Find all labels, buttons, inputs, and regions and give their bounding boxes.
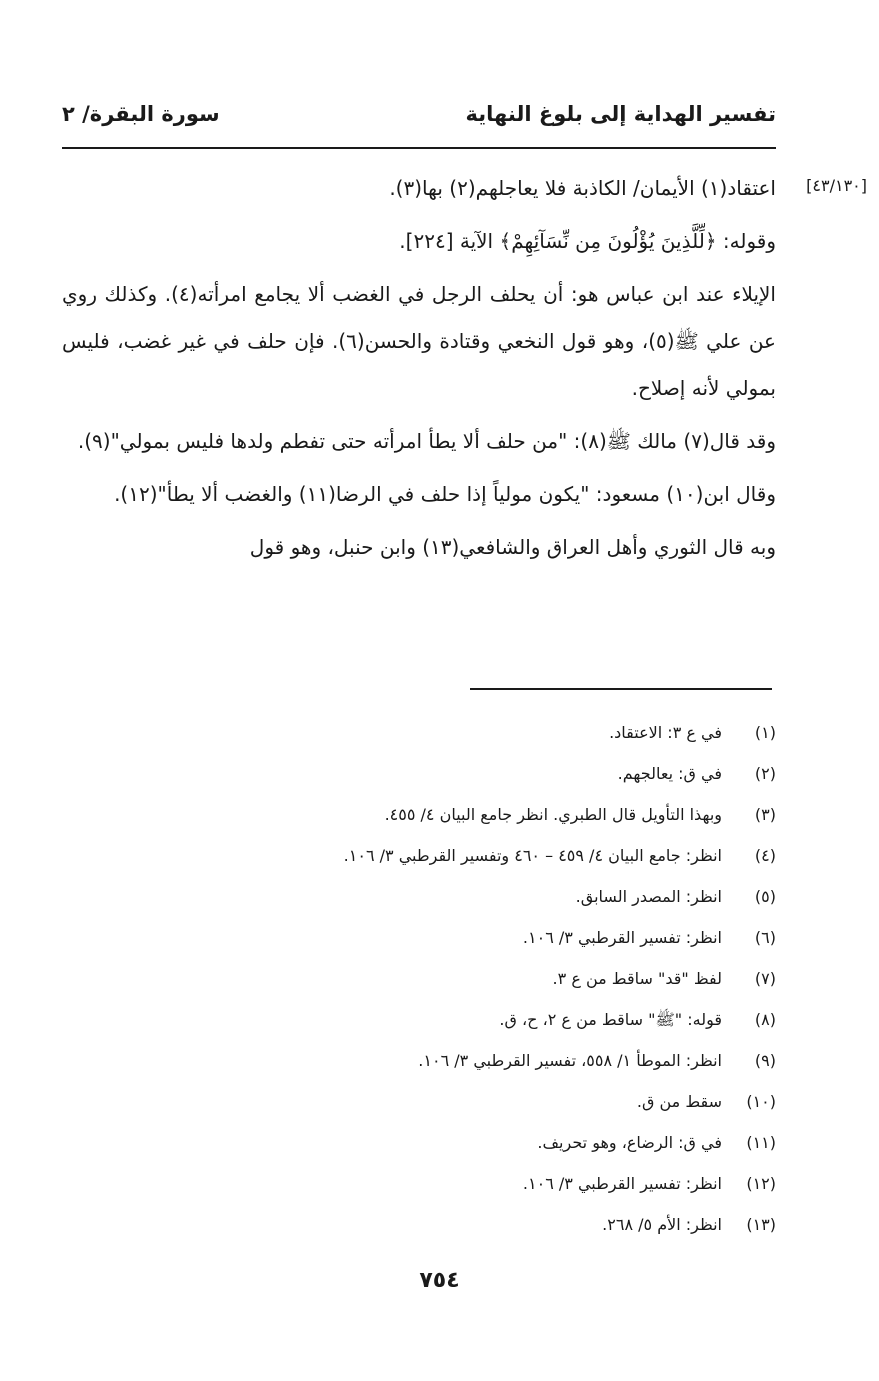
footnote-text: وبهذا التأويل قال الطبري. انظر جامع البيان ٤/ ٤٥٥.: [384, 805, 722, 824]
margin-manuscript-reference: [٤٣/١٣٠]: [806, 176, 867, 195]
page-number: ٧٥٤: [419, 1268, 460, 1293]
paragraph-5: وقال ابن(١٠) مسعود: "يكون مولياً إذا حلف في الرضا(١١) والغضب ألا يطأ"(١٢).: [114, 482, 776, 506]
surah-title: سورة البقرة/ ٢: [62, 102, 220, 126]
footnote: [136, 958, 776, 999]
footnote-text: انظر: الأم ٥/ ٢٦٨.: [602, 1215, 722, 1234]
footnote-text: انظر: المصدر السابق.: [575, 887, 722, 906]
footnote-text: انظر: تفسير القرطبي ٣/ ١٠٦.: [522, 928, 722, 947]
paragraph-1: اعتقاد(١) الأيمان/ الكاذبة فلا يعاجلهم(٢) بها(٣).: [389, 176, 776, 200]
footnote-text: في ق: الرضاع، وهو تحريف.: [537, 1133, 722, 1152]
footnote-number: (٣): [754, 805, 776, 824]
footnote-text: انظر: الموطأ ١/ ٥٥٨، تفسير القرطبي ٣/ ١٠٦.: [418, 1051, 722, 1070]
paragraph-4: وقد قال(٧) مالك ﷺ(٨): "من حلف ألا يطأ امرأته حتى تفطم ولدها فليس بمولي"(٩).: [77, 429, 776, 453]
footnote-text: في ع ٣: الاعتقاد.: [609, 723, 722, 742]
footnote-number: (٢): [754, 764, 776, 783]
footnote-text: في ق: يعالجهم.: [617, 764, 722, 783]
footnote: [136, 712, 776, 753]
footnote-number: (٥): [754, 887, 776, 906]
footnote-text: قوله: "ﷺ" ساقط من ع ٢، ح، ق.: [499, 1010, 722, 1029]
footnote: [136, 1081, 776, 1122]
footnote-text: انظر: تفسير القرطبي ٣/ ١٠٦.: [522, 1174, 722, 1193]
footnote: [136, 794, 776, 835]
footnote: [136, 1163, 776, 1204]
book-title: تفسير الهداية إلى بلوغ النهاية: [465, 102, 776, 126]
footnote-number: (١٢): [746, 1174, 776, 1193]
footnote: [136, 1204, 776, 1245]
footnote-text: لفظ "قد" ساقط من ع ٣.: [552, 969, 722, 988]
footnote-divider: [470, 688, 772, 690]
footnote: [136, 1122, 776, 1163]
footnote-number: (١): [754, 723, 776, 742]
footnote: [136, 917, 776, 958]
footnote-text: سقط من ق.: [636, 1092, 722, 1111]
footnote-number: (١١): [746, 1133, 776, 1152]
footnotes: [136, 712, 776, 1245]
footnote: [136, 835, 776, 876]
paragraph-6: وبه قال الثوري وأهل العراق والشافعي(١٣) وابن حنبل، وهو قول: [249, 535, 776, 559]
footnote: [136, 999, 776, 1040]
footnote-number: (٦): [754, 928, 776, 947]
footnote: [136, 1040, 776, 1081]
footnote: [136, 876, 776, 917]
footnote-number: (٨): [754, 1010, 776, 1029]
footnote-number: (١٠): [746, 1092, 776, 1111]
footnote-number: (١٣): [746, 1215, 776, 1234]
footnote-number: (٧): [754, 969, 776, 988]
footnote-number: (٤): [754, 846, 776, 865]
paragraph-2: وقوله: ﴿لِّلَّذِينَ يُؤْلُونَ مِن نِّسَآئِهِمْ﴾ الآية [٢٢٤].: [399, 229, 776, 253]
footnote-number: (٩): [754, 1051, 776, 1070]
paragraph-3: الإيلاء عند ابن عباس هو: أن يحلف الرجل في الغضب ألا يجامع امرأته(٤). وكذلك روي عن علي ﷺ(٥)، وهو قول النخعي وقتادة والحسن(٦). فإن حلف في غير غضب، فليس بمولي لأنه إصلاح.: [62, 282, 776, 400]
footnote: [136, 753, 776, 794]
running-header: [62, 102, 776, 142]
footnote-text: انظر: جامع البيان ٤/ ٤٥٩ – ٤٦٠ وتفسير القرطبي ٣/ ١٠٦.: [343, 846, 722, 865]
header-divider: [62, 147, 776, 149]
main-text: [62, 165, 776, 577]
